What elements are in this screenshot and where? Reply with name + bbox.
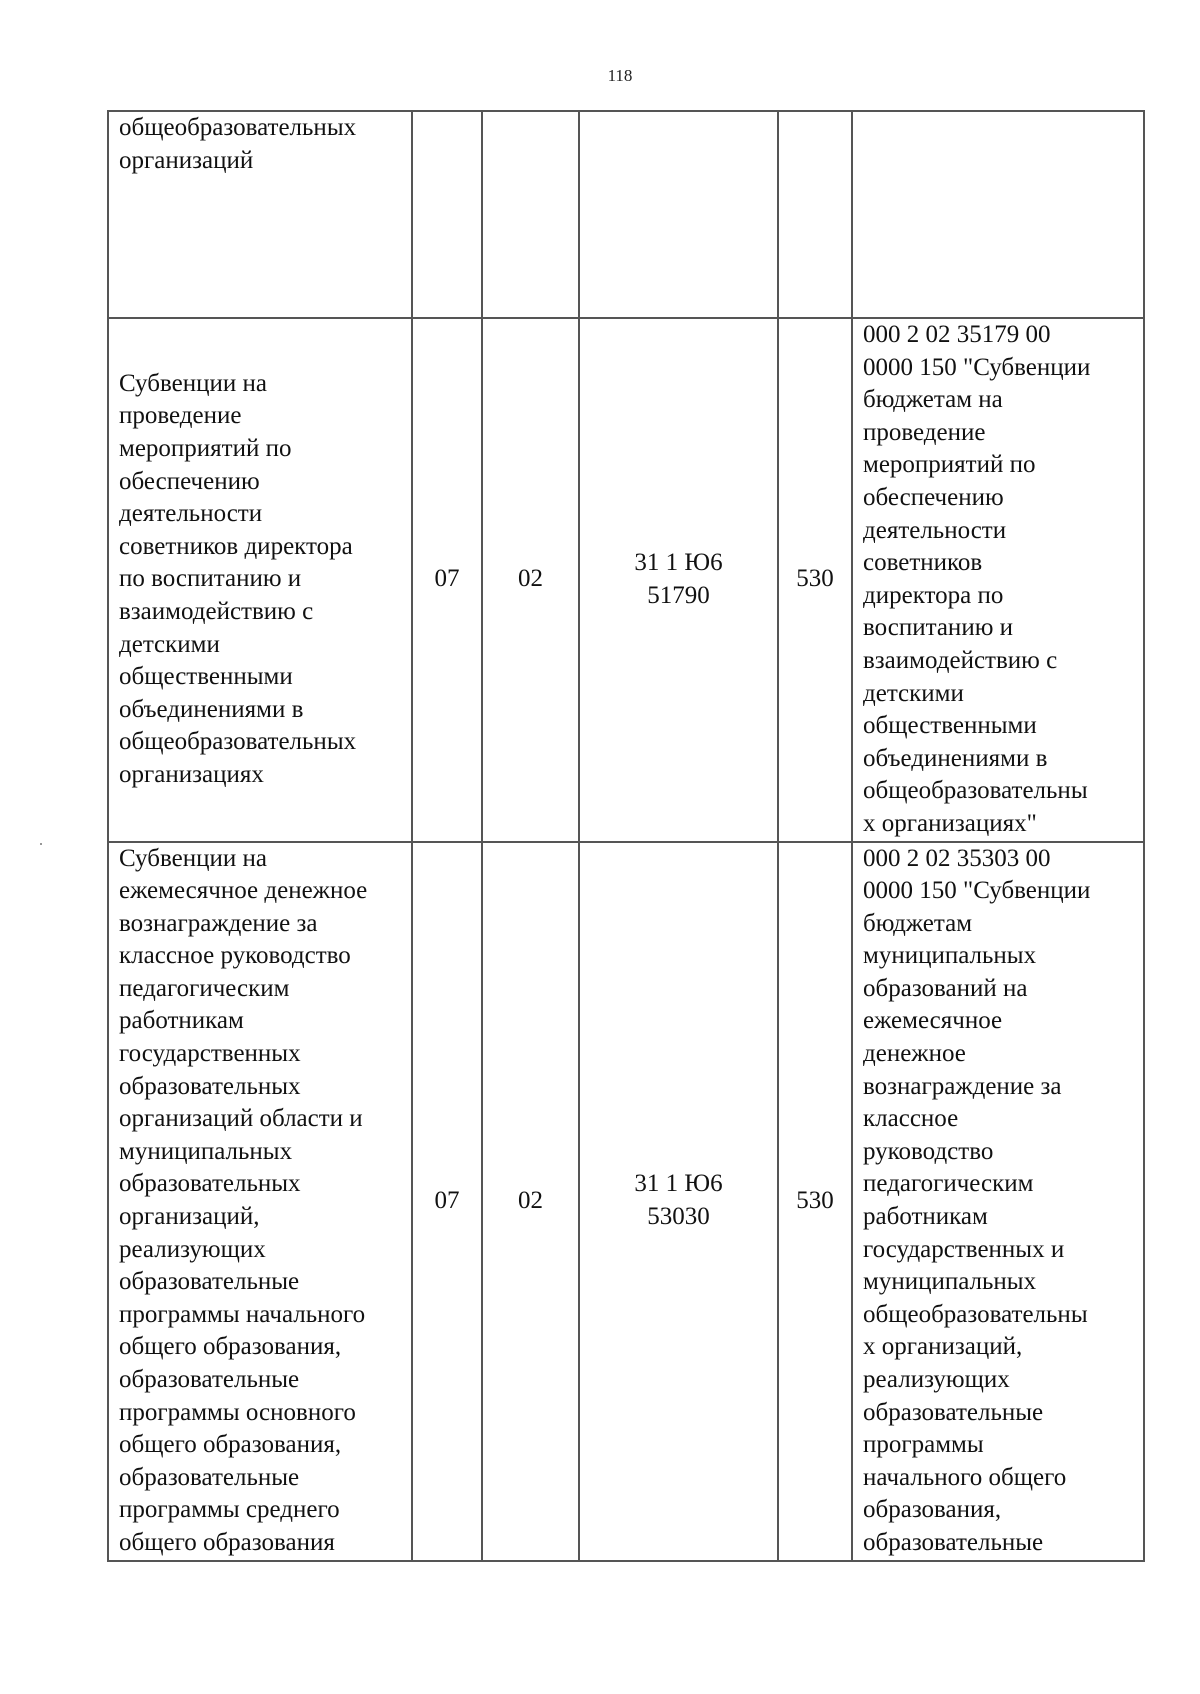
cell-text: общеобразовательных организаций — [119, 114, 357, 174]
row-3-section: 07 — [412, 842, 482, 1561]
row-2-subsection: 02 — [482, 318, 579, 842]
table-row — [108, 842, 1144, 1561]
scan-speck — [40, 843, 42, 845]
table-row — [108, 318, 1144, 842]
budget-table — [107, 110, 1145, 1562]
row-2-expense-type: 530 — [778, 318, 852, 842]
row-1-revenue-code — [852, 111, 1144, 318]
table-row — [108, 111, 1144, 318]
row-1-expense-type — [778, 111, 852, 318]
cell-text: Субвенции на проведение мероприятий по обеспечению деятельности советников директора по воспитанию и взаимодействию с детскими общественными объединениями в общеобразовательных организациях — [119, 369, 357, 789]
row-2-name — [108, 318, 412, 842]
row-2-revenue-code: 000 2 02 35179 00 0000 150 "Субвенции бюджетам на проведение мероприятий по обеспечению деятельности советников директора по воспитанию и взаимодействию с детскими общественными объединениями в общеобразовательны х организациях" — [852, 318, 1144, 842]
row-3-subsection: 02 — [482, 842, 579, 1561]
row-1-target-article — [579, 111, 778, 318]
row-3-expense-type: 530 — [778, 842, 852, 1561]
row-1-subsection — [482, 111, 579, 318]
row-2-section: 07 — [412, 318, 482, 842]
row-3-revenue-code: 000 2 02 35303 00 0000 150 "Субвенции бюджетам муниципальных образований на ежемесячное денежное вознаграждение за классное руководство педагогическим работникам государственных и муниципальных общеобразовательны х организаций, реализующих образовательные программы начального общего образования, образовательные — [852, 842, 1144, 1561]
row-1-name — [108, 111, 412, 318]
row-1-section — [412, 111, 482, 318]
row-3-name — [108, 842, 412, 1561]
row-3-target-article: 31 1 Ю6 53030 — [579, 842, 778, 1561]
cell-text: Субвенции на ежемесячное денежное вознаграждение за классное руководство педагогическим работникам государственных образовательных организаций области и муниципальных образовательных организаций, реализующих образовательные программы начального общего образования, образовательные программы основного общего образования, образовательные программы среднего общего образования — [119, 844, 368, 1556]
row-2-target-article: 31 1 Ю6 51790 — [579, 318, 778, 842]
page-number: 118 — [607, 66, 633, 85]
